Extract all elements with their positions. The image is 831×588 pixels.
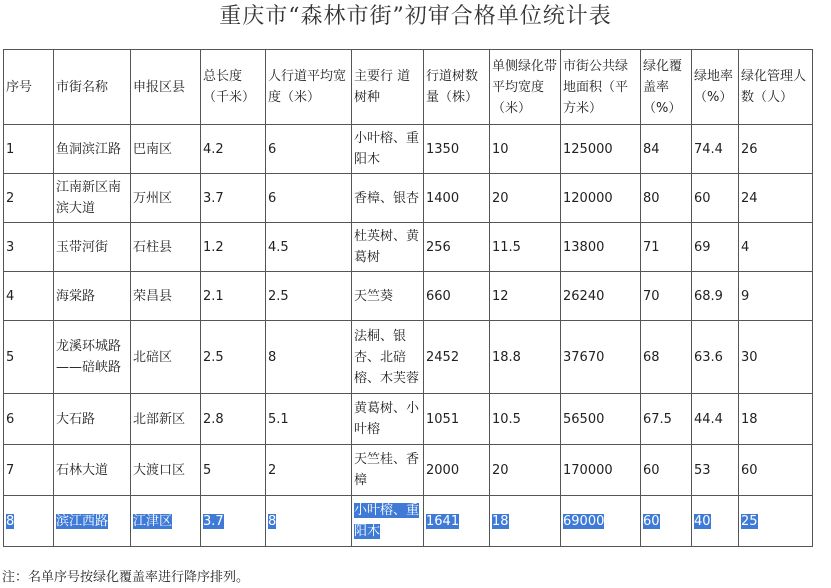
table-cell: 6	[266, 174, 352, 223]
table-cell: 鱼洞滨江路	[54, 125, 131, 174]
table-cell	[692, 496, 739, 547]
table-cell: 荣昌县	[131, 272, 201, 321]
selected-text: 18	[492, 513, 509, 529]
header-cell: 绿化管理人数（人）	[739, 50, 813, 125]
table-cell: 26240	[561, 272, 641, 321]
table-cell: 80	[641, 174, 692, 223]
table-row	[4, 223, 813, 272]
table-cell: 10.5	[490, 394, 561, 445]
table-cell: 1051	[424, 394, 490, 445]
footnote: 注：名单序号按绿化覆盖率进行降序排列。	[2, 570, 250, 585]
table-cell: 26	[739, 125, 813, 174]
table-cell: 2.5	[266, 272, 352, 321]
table-cell: 74.4	[692, 125, 739, 174]
table-cell: 巴南区	[131, 125, 201, 174]
table-cell: 24	[739, 174, 813, 223]
table-cell	[201, 496, 266, 547]
table-cell: 大石路	[54, 394, 131, 445]
table-cell: 8	[266, 321, 352, 394]
table-cell: 1400	[424, 174, 490, 223]
table-cell: 杜英树、黄葛树	[352, 223, 424, 272]
header-cell: 申报区县	[131, 50, 201, 125]
table-cell: 44.4	[692, 394, 739, 445]
table-row	[4, 445, 813, 496]
table-cell: 71	[641, 223, 692, 272]
table-cell: 龙溪环城路——碚峡路	[54, 321, 131, 394]
selected-text: 69000	[563, 513, 605, 529]
table-cell: 4	[739, 223, 813, 272]
table-cell: 北碚区	[131, 321, 201, 394]
table-cell: 6	[4, 394, 54, 445]
selected-text: 8	[6, 513, 15, 529]
table-cell: 石林大道	[54, 445, 131, 496]
table-cell: 7	[4, 445, 54, 496]
table-cell: 5	[201, 445, 266, 496]
table-cell: 6	[266, 125, 352, 174]
table-cell: 68	[641, 321, 692, 394]
table-cell: 天竺葵	[352, 272, 424, 321]
table-cell: 11.5	[490, 223, 561, 272]
table-cell: 37670	[561, 321, 641, 394]
table-cell: 香樟、银杏	[352, 174, 424, 223]
table-cell: 4.5	[266, 223, 352, 272]
table-cell: 万州区	[131, 174, 201, 223]
header-cell: 绿地率（%）	[692, 50, 739, 125]
header-cell: 单侧绿化带平均宽度（米）	[490, 50, 561, 125]
table-cell: 13800	[561, 223, 641, 272]
table-cell: 3	[4, 223, 54, 272]
table-row	[4, 125, 813, 174]
selected-text: 1641	[426, 513, 460, 529]
table-cell: 18.8	[490, 321, 561, 394]
header-cell: 市街公共绿地面积（平方米）	[561, 50, 641, 125]
table-cell: 北部新区	[131, 394, 201, 445]
table-cell: 5	[4, 321, 54, 394]
table-row	[4, 174, 813, 223]
table-cell: 1.2	[201, 223, 266, 272]
table-cell: 4	[4, 272, 54, 321]
selected-text: 8	[268, 513, 277, 529]
header-cell: 行道树数量（株）	[424, 50, 490, 125]
table-cell: 68.9	[692, 272, 739, 321]
table-cell: 江南新区南滨大道	[54, 174, 131, 223]
table-cell: 3.7	[201, 174, 266, 223]
header-cell: 序号	[4, 50, 54, 125]
table-cell: 12	[490, 272, 561, 321]
table-cell: 2000	[424, 445, 490, 496]
table-cell: 1	[4, 125, 54, 174]
table-cell: 2.5	[201, 321, 266, 394]
table-row-selected[interactable]	[4, 496, 813, 547]
table-cell: 天竺桂、香樟	[352, 445, 424, 496]
table-cell: 10	[490, 125, 561, 174]
table-cell: 2	[266, 445, 352, 496]
table-cell: 70	[641, 272, 692, 321]
table-cell	[490, 496, 561, 547]
selected-text: 滨江西路	[56, 513, 109, 529]
selected-text: 60	[643, 513, 660, 529]
table-row	[4, 394, 813, 445]
table-cell: 大渡口区	[131, 445, 201, 496]
table-cell	[54, 496, 131, 547]
table-cell: 69	[692, 223, 739, 272]
header-cell: 绿化覆盖率（%）	[641, 50, 692, 125]
table-cell: 120000	[561, 174, 641, 223]
table-cell: 2452	[424, 321, 490, 394]
table-cell: 法桐、银杏、北碚榕、木芙蓉	[352, 321, 424, 394]
table-cell: 67.5	[641, 394, 692, 445]
selected-text: 3.7	[203, 513, 224, 529]
table-cell: 1350	[424, 125, 490, 174]
selected-text: 25	[741, 513, 758, 529]
data-table	[3, 49, 813, 547]
selected-text: 江津区	[133, 513, 173, 529]
table-cell: 125000	[561, 125, 641, 174]
table-cell: 小叶榕、重阳木	[352, 125, 424, 174]
header-cell: 市街名称	[54, 50, 131, 125]
table-cell: 5.1	[266, 394, 352, 445]
table-cell: 60	[641, 445, 692, 496]
table-row	[4, 321, 813, 394]
table-cell	[4, 496, 54, 547]
table-cell	[561, 496, 641, 547]
table-cell: 2.1	[201, 272, 266, 321]
page-title: 重庆市“森林市街”初审合格单位统计表	[219, 4, 612, 29]
table-cell	[266, 496, 352, 547]
table-cell: 256	[424, 223, 490, 272]
header-cell: 主要行 道树种	[352, 50, 424, 125]
table-cell: 9	[739, 272, 813, 321]
table-cell: 玉带河街	[54, 223, 131, 272]
table-cell	[424, 496, 490, 547]
table-cell: 2	[4, 174, 54, 223]
table-cell: 84	[641, 125, 692, 174]
table-cell: 56500	[561, 394, 641, 445]
table-cell	[739, 496, 813, 547]
table-row	[4, 272, 813, 321]
table-cell: 60	[692, 174, 739, 223]
table-cell: 2.8	[201, 394, 266, 445]
table-cell	[641, 496, 692, 547]
table-cell: 30	[739, 321, 813, 394]
table-cell: 20	[490, 174, 561, 223]
header-row	[4, 50, 813, 125]
table-cell: 黄葛树、小叶榕	[352, 394, 424, 445]
table-cell: 60	[739, 445, 813, 496]
table-cell: 20	[490, 445, 561, 496]
header-cell: 总长度（千米）	[201, 50, 266, 125]
table-cell: 660	[424, 272, 490, 321]
header-cell: 人行道平均宽度（米）	[266, 50, 352, 125]
table-cell: 海棠路	[54, 272, 131, 321]
selected-text: 40	[694, 513, 711, 529]
table-cell	[352, 496, 424, 547]
table-cell: 石柱县	[131, 223, 201, 272]
table-cell: 170000	[561, 445, 641, 496]
selected-text: 小叶榕、重阳木	[354, 503, 420, 539]
table-cell: 63.6	[692, 321, 739, 394]
table-cell: 53	[692, 445, 739, 496]
table-cell: 18	[739, 394, 813, 445]
table-cell	[131, 496, 201, 547]
table-cell: 4.2	[201, 125, 266, 174]
